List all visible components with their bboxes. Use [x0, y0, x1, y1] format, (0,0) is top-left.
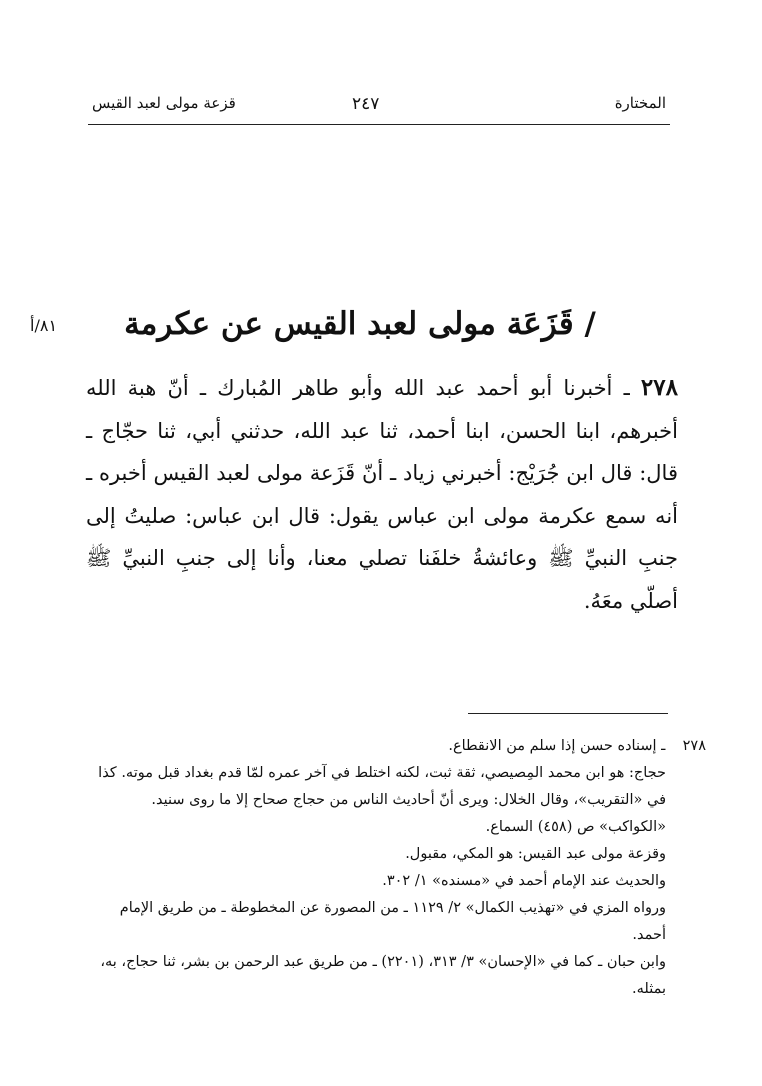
footnote-paragraph: وقزعة مولى عبد القيس: هو المكي، مقبول. [405, 846, 666, 862]
hadith-text: ـ أخبرنا أبو أحمد عبد الله وأبو طاهر المُبارك ـ أنّ هبة الله أخبرهم، ابنا الحسن، ابنا أحمد، ثنا عبد الله، حدثني أبي، ثنا حجّاج ـ قال: قال ابن جُرَيْج: أخبرني زياد ـ أنّ قَزَعة مولى لعبد القيس أخبره ـ أنه سمع عكرمة مولى ابن عباس يقول: قال ابن عباس: صليتُ إلى جنبِ النبيِّ ﷺ وعائشةُ خلفَنا تصلي معنا، وأنا إلى جنبِ النبيِّ ﷺ أصلّي معَهُ. [86, 376, 678, 613]
hadith-body [86, 367, 678, 622]
page-number: ٢٤٧ [352, 94, 380, 114]
section-heading: / قَزَعَة مولى لعبد القيس عن عكرمة [124, 306, 596, 342]
footnote-divider [468, 713, 668, 714]
header-divider [88, 124, 670, 125]
footnote-paragraph: وابن حبان ـ كما في «الإحسان» ٣/ ٣١٣، (٢٢٠١) ـ من طريق عبد الرحمن بن بشر، ثنا حجاج، به، بمثله. [100, 954, 666, 997]
footnote-grading: ـ إسناده حسن إذا سلم من الانقطاع. [448, 738, 666, 754]
manuscript-folio-marker: ٨١/أ [30, 316, 58, 335]
footnote-paragraph: حجاج: هو ابن محمد المِصيصي، ثقة ثبت، لكنه اختلط في آخر عمره لمّا قدم بغداد قبل موته. كذا في «التقريب»، وقال الخلال: ويرى أنّ أحاديث الناس من حجاج صحاح إلا ما روى سنيد. «الكواكب» ص (٤٥٨) السماع. [98, 765, 666, 835]
hadith-number: ٢٧٨ [640, 374, 678, 401]
header-book-title: المختارة [614, 94, 666, 112]
header-chapter-title: قزعة مولى لعبد القيس [92, 94, 236, 112]
footnote-paragraph: والحديث عند الإمام أحمد في «مسنده» ١/ ٣٠٢. [382, 873, 666, 889]
footnote-block [92, 733, 706, 1003]
footnote-first-line [92, 733, 706, 760]
footnote-number: ٢٧٨ [682, 738, 706, 754]
footnote-paragraph: ورواه المزي في «تهذيب الكمال» ٢/ ١١٢٩ ـ من المصورة عن المخطوطة ـ من طريق الإمام أحمد. [119, 900, 666, 943]
